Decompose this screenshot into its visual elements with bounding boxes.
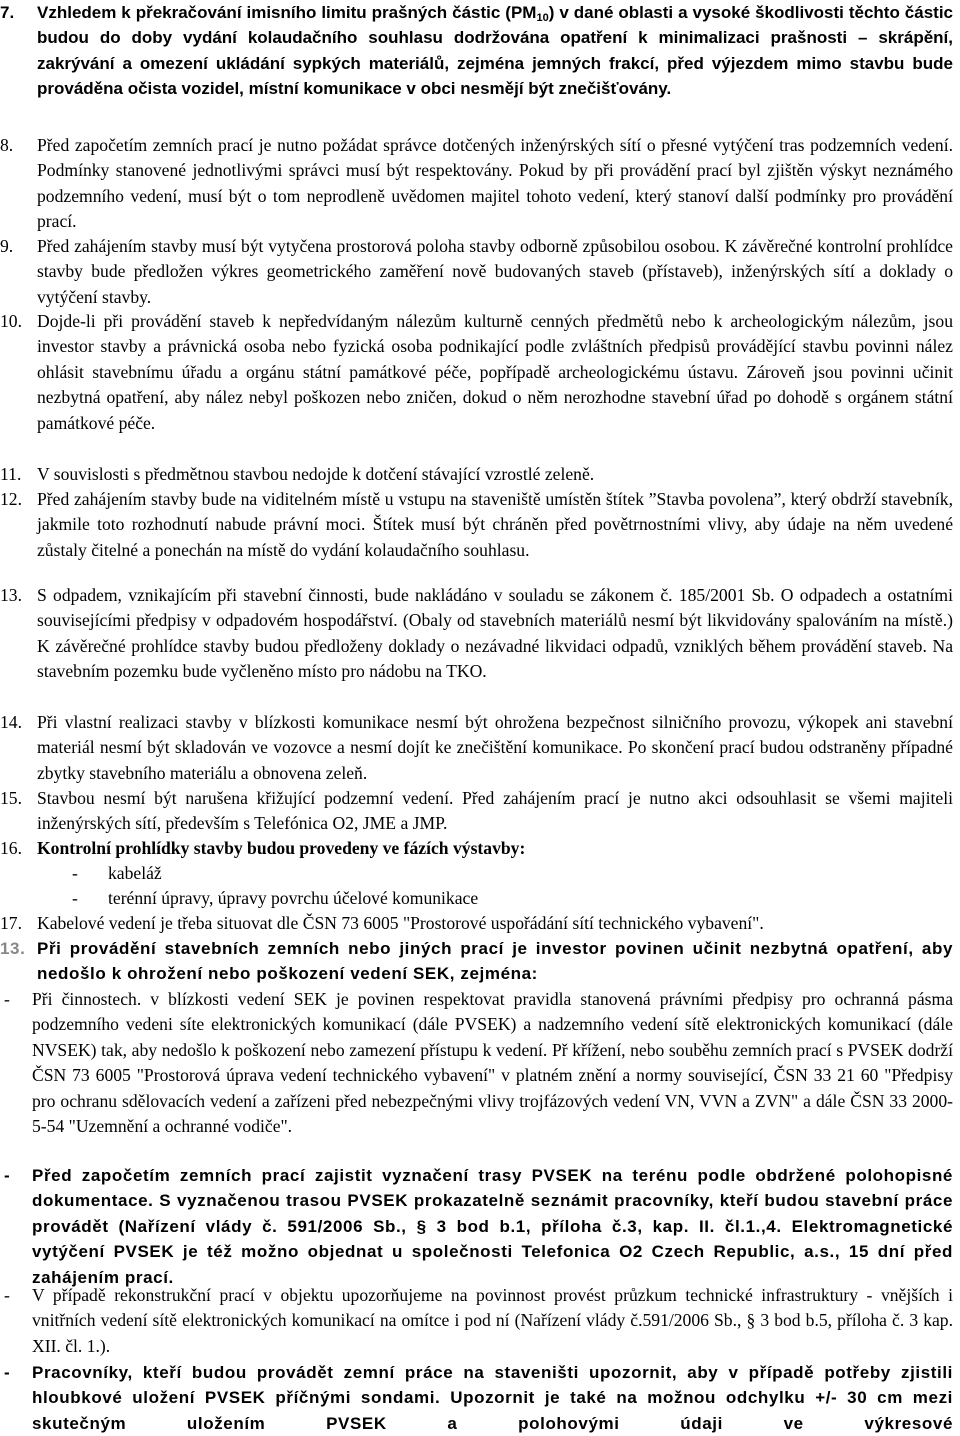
item-text: Kabelové vedení je třeba situovat dle ČSN 73 6005 "Prostorové uspořádání sítí technického vybavení". <box>37 913 764 933</box>
condition-17 <box>0 911 953 936</box>
condition-16 <box>0 836 953 861</box>
condition-15 <box>0 786 953 837</box>
item-text: Při vlastní realizaci stavby v blízkosti komunikace nesmí být ohrožena bezpečnost silničního provozu, výkopek ani stavební materiál nesmí být skladován ve vozovce a nesmí dojít ke znečištění komunikace. Po skončení prací budou odstraněny případné zbytky stavebního materiálu a obnovena zeleň. <box>37 712 953 783</box>
item-number: 13. <box>0 939 26 958</box>
condition-sek <box>0 936 953 987</box>
item-number: 11. <box>0 464 22 484</box>
condition-9 <box>0 234 953 310</box>
item-number: 14. <box>0 712 22 732</box>
item-number: 15. <box>0 788 22 808</box>
rule-text: Před započetím zemních prací zajistit vyznačení trasy PVSEK na terénu podle obdržené polohopisné dokumentace. S vyznačenou trasou PVSEK prokazatelně seznámit pracovníky, kteří budou stavební práce provádět (Nařízení vlády č. 591/2006 Sb., § 3 bod b.1, příloha č.3, kap. II. čl.1.,4. Elektromagnetické vytýčení PVSEK je též možno objednat u společnosti Telefonica O2 Czech Republic, a.s., 15 dní před zahájením prací. <box>32 1166 953 1287</box>
item-text: S odpadem, vznikajícím při stavební činnosti, bude nakládáno v souladu se zákonem č. 185/2001 Sb. O odpadech a ostatními souvisejícími předpisy v odpadovém hospodářství. (Obaly od stavebních materiálů nesmí být likvidovány spalováním na místě.) K závěrečné prohlídce stavby budou předloženy doklady o nezávadné likvidaci odpadů, vzniklých během provádění staveb. Na stavebním pozemku bude vyčleněno místo pro nádobu na TKO. <box>37 585 953 682</box>
item-text: Vzhledem k překračování imisního limitu prašných částic $(PM_{10})$ v dané oblasti a vysoké škodlivosti těchto částic budou do doby vydání kolaudačního souhlasu dodržována opatření k minimalizaci prašnosti – skrápění, zakrývání a omezení ukládání sypkých materiálů, zejména jemných frakcí, před výjezdem mimo stavbu bude prováděna očista vozidel, místní komunikace v obci nesmějí být znečišťovány. <box>37 3 953 99</box>
phase-label: terénní úpravy, úpravy povrchu účelové komunikace <box>108 888 479 908</box>
item-number: 8. <box>0 135 14 155</box>
list-dash: - <box>72 863 78 883</box>
list-dash: - <box>72 888 78 908</box>
phase-label: kabeláž <box>108 863 162 883</box>
item-text: Před započetím zemních prací je nutno požádat správce dotčených inženýrských sítí o přesné vytýčení tras podzemních vedení. Podmínky stanovené jednotlivými správci musí být respektovány. Pokud by při provádění prací byl zjištěn výskyt neznámého podzemního vedení, musí být o tom neprodleně uvědomen majitel tohoto vedení, který stanoví další podmínky pro provádění prací. <box>37 135 953 232</box>
sek-rule-2 <box>0 1163 953 1290</box>
item-text: Dojde-li při provádění staveb k nepředvídaným nálezům kulturně cenných předmětů nebo k archeologickým nálezům, jsou investor stavby a právnická osoba nebo fyzická osoba podnikající podle zvláštních předpisů provádějící stavbu povinni nález ohlásit stavebnímu úřadu a orgánu státní památkové péče, popřípadě archeologickému ústavu. Zároveň jsou povinni učinit nezbytná opatření, aby nález nebyl poškozen nebo zničen, dokud o něm nerozhodne stavební úřad po dohodě s orgánem státní památkové péče. <box>37 311 953 433</box>
item-number: 17. <box>0 913 22 933</box>
phase-item <box>72 886 772 911</box>
list-dash: - <box>4 1363 11 1382</box>
phase-item <box>72 861 772 886</box>
list-dash: - <box>4 1166 11 1185</box>
item-text: Před zahájením stavby musí být vytyčena prostorová poloha stavby odborně způsobilou osobou. K závěrečné kontrolní prohlídce stavby bude předložen výkres geometrického zaměření nově budovaných staveb (přístaveb), inženýrských sítí a doklady o vytýčení stavby. <box>37 236 953 307</box>
item-number: 16. <box>0 838 22 858</box>
condition-11 <box>0 462 953 487</box>
item-number: 12. <box>0 489 22 509</box>
condition-10 <box>0 309 953 436</box>
condition-12 <box>0 487 953 563</box>
list-dash: - <box>4 1285 10 1305</box>
item-text: Kontrolní prohlídky stavby budou provedeny ve fázích výstavby: <box>37 838 526 858</box>
item-text: Před zahájením stavby bude na viditelném místě u vstupu na staveniště umístěn štítek ”Stavba povolena”, který obdrží stavebník, jakmile toto rozhodnutí nabude právní moci. Štítek musí být chráněn před povětrnostními vlivy, aby údaje na něm uvedené zůstaly čitelné a ponechán na místě do vydání kolaudačního souhlasu. <box>37 489 953 560</box>
condition-7 <box>0 0 953 102</box>
item-text: Stavbou nesmí být narušena křižující podzemní vedení. Před zahájením prací je nutno akci odsouhlasit se všemi majiteli inženýrských sítí, především s Telefónica O2, JME a JMP. <box>37 788 953 834</box>
item-number: 10. <box>0 311 22 331</box>
sek-rule-3 <box>0 1283 953 1359</box>
condition-13 <box>0 583 953 685</box>
condition-8 <box>0 133 953 235</box>
item-number: 13. <box>0 585 22 605</box>
item-text: V souvislosti s předmětnou stavbou nedojde k dotčení stávající vzrostlé zeleně. <box>37 464 595 484</box>
sek-rule-1 <box>0 987 953 1139</box>
rule-text: V případě rekonstrukční prací v objektu upozorňujeme na povinnost provést průzkum technické infrastruktury - vnějších i vnitřních vedení sítě elektronických komunikací na omítce i pod ní (Nařízení vlády č.591/2006 Sb., § 3 bod b.5, příloha č. 3 kap. XII. čl. 1.). <box>32 1285 953 1356</box>
list-dash: - <box>4 989 10 1009</box>
sek-rule-4 <box>0 1360 953 1436</box>
rule-text: Pracovníky, kteří budou provádět zemní práce na staveništi upozornit, aby v případě potřeby zjistili hloubkové uložení PVSEK příčnými sondami. Upozornit je také na možnou odchylku +/- 30 cm mezi skutečným uložením PVSEK a polohovými údaji ve výkresové <box>32 1363 953 1433</box>
rule-text: Při činnostech. v blízkosti vedení SEK je povinen respektovat pravidla stanovená právními předpisy pro ochranná pásma podzemního vedeni síte elektronických komunikací (dále PVSEK) a nadzemního vedení sítě elektronických komunikací (dále NVSEK) tak, aby nedošlo k poškození nebo zamezení přístupu k vedení. Př křížení, nebo souběhu zemních prací s PVSEK dodrží ČSN 73 6005 "Prostorová úprava vedení technického vybavení" v platném znění a normy související, ČSN 33 21 60 "Předpisy pro ochranu sdělovacích vedení a zařízeni před nebezpečnými vlivy trojfázových vedení VN, VVN a ZVN" a dále ČSN 33 2000-5-54 "Uzemnění a ochranné vodiče". <box>32 989 953 1137</box>
item-text: Při provádění stavebních zemních nebo jiných prací je investor povinen učinit nezbytná opatření, aby nedošlo k ohrožení nebo poškození vedení SEK, zejména: <box>37 939 953 984</box>
item-number: 9. <box>0 236 14 256</box>
item-number: 7. <box>0 3 15 22</box>
condition-14 <box>0 710 953 786</box>
